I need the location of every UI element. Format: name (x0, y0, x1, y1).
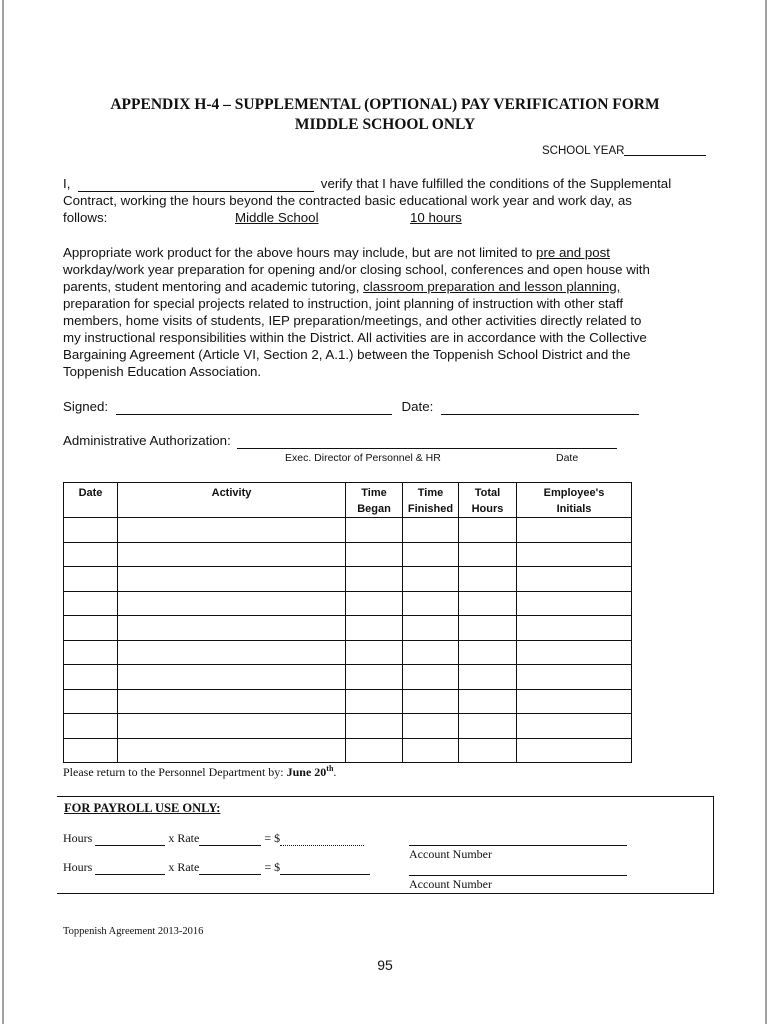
table-cell[interactable] (346, 714, 403, 739)
school-type: Middle School (235, 210, 319, 225)
table-cell[interactable] (459, 689, 517, 714)
table-row (64, 567, 632, 592)
payroll-row-1 (63, 831, 364, 846)
table-cell[interactable] (64, 738, 118, 763)
verify-prefix: I, (63, 176, 71, 191)
payroll-row-2 (63, 860, 370, 875)
verify-line-2: Contract, working the hours beyond the contracted basic educational work year and work day, as (63, 193, 632, 208)
return-deadline: June 20 (286, 765, 327, 779)
table-cell[interactable] (459, 591, 517, 616)
table-cell[interactable] (459, 640, 517, 665)
table-cell[interactable] (118, 640, 346, 665)
form-title: APPENDIX H-4 – SUPPLEMENTAL (OPTIONAL) PAY VERIFICATION FORM (110, 96, 660, 113)
account-number-label: Account Number (409, 847, 492, 861)
paragraph-text: parents, student mentoring and academic tutoring, (63, 279, 364, 294)
paragraph-underlined: pre and post (536, 245, 610, 260)
table-cell[interactable] (64, 689, 118, 714)
col-header-date: Date (64, 483, 118, 518)
paragraph-text: Appropriate work product for the above hours may include, but are not limited to (63, 245, 537, 260)
table-cell[interactable] (118, 714, 346, 739)
table-header-row (64, 483, 632, 518)
amount-blank[interactable] (280, 833, 364, 846)
table-cell[interactable] (64, 591, 118, 616)
table-cell[interactable] (118, 542, 346, 567)
table-cell[interactable] (64, 542, 118, 567)
col-header-activity: Activity (118, 483, 346, 518)
admin-authorization-line (63, 432, 617, 449)
table-cell[interactable] (517, 518, 632, 543)
page-edge-left (2, 0, 4, 1024)
table-cell[interactable] (517, 689, 632, 714)
table-cell[interactable] (517, 567, 632, 592)
date-label: Date: (401, 399, 434, 414)
table-cell[interactable] (346, 567, 403, 592)
table-cell[interactable] (346, 689, 403, 714)
table-row (64, 518, 632, 543)
hours-blank[interactable] (95, 833, 165, 846)
signed-label: Signed: (63, 399, 109, 414)
admin-signature-blank[interactable] (237, 434, 617, 449)
rate-label: x Rate (168, 860, 200, 874)
table-cell[interactable] (403, 665, 459, 690)
payroll-box (57, 796, 714, 894)
col-header-initials: Employee's Initials (517, 483, 632, 518)
rate-label: x Rate (168, 831, 200, 845)
table-row (64, 542, 632, 567)
table-cell[interactable] (459, 616, 517, 641)
verify-text-1: verify that I have fulfilled the conditions of the Supplemental (320, 176, 672, 191)
hours-label: Hours (63, 831, 93, 845)
school-year-field (542, 145, 706, 157)
table-cell[interactable] (64, 567, 118, 592)
return-end: . (333, 765, 337, 779)
table-cell[interactable] (517, 665, 632, 690)
hours-value: 10 hours (410, 210, 462, 225)
table-cell[interactable] (64, 714, 118, 739)
table-cell[interactable] (403, 616, 459, 641)
col-header-time-finished: Time Finished (403, 483, 459, 518)
account-number-label: Account Number (409, 877, 492, 891)
table-cell[interactable] (517, 542, 632, 567)
table-row (64, 738, 632, 763)
table-cell[interactable] (517, 640, 632, 665)
table-cell[interactable] (118, 665, 346, 690)
table-cell[interactable] (459, 567, 517, 592)
table-row (64, 616, 632, 641)
table-cell[interactable] (118, 689, 346, 714)
table-cell[interactable] (517, 616, 632, 641)
table-cell[interactable] (118, 616, 346, 641)
equals-label: = $ (264, 860, 281, 874)
table-cell[interactable] (64, 665, 118, 690)
table-cell[interactable] (403, 542, 459, 567)
hours-blank[interactable] (95, 862, 165, 875)
col-header-time-began: Time Began (346, 483, 403, 518)
amount-blank[interactable] (280, 862, 370, 875)
table-cell[interactable] (64, 640, 118, 665)
hours-label: Hours (63, 860, 93, 874)
school-year-blank[interactable] (624, 155, 706, 156)
paragraph-line: members, home visits of students, IEP preparation/meetings, and other activities directly related to (63, 313, 642, 328)
table-row (64, 689, 632, 714)
paragraph-line: workday/work year preparation for opening and/or closing school, conferences and open house with (63, 262, 650, 277)
page-number: 95 (377, 957, 393, 973)
table-cell[interactable] (403, 640, 459, 665)
table-cell[interactable] (346, 591, 403, 616)
table-cell[interactable] (118, 738, 346, 763)
table-cell[interactable] (118, 567, 346, 592)
table-cell[interactable] (64, 616, 118, 641)
table-row (64, 591, 632, 616)
equals-label: = $ (264, 831, 281, 845)
table-cell[interactable] (459, 518, 517, 543)
table-cell[interactable] (459, 714, 517, 739)
table-row (64, 714, 632, 739)
table-cell[interactable] (346, 542, 403, 567)
admin-date-label: Date (556, 452, 579, 464)
table-cell[interactable] (403, 689, 459, 714)
table-cell[interactable] (459, 542, 517, 567)
table-cell[interactable] (346, 616, 403, 641)
paragraph-line (63, 278, 703, 295)
description-paragraph (63, 244, 703, 380)
signature-date-blank[interactable] (441, 400, 639, 415)
signature-line (63, 398, 639, 415)
table-cell[interactable] (403, 567, 459, 592)
table-cell[interactable] (459, 665, 517, 690)
table-cell[interactable] (346, 738, 403, 763)
table-cell[interactable] (64, 518, 118, 543)
rate-blank[interactable] (199, 862, 261, 875)
paragraph-underlined: classroom preparation and lesson planning, (363, 279, 621, 294)
table-row (64, 665, 632, 690)
verify-line-3 (63, 209, 462, 226)
paragraph-line: my instructional responsibilities within the District. All activities are in accordance with the Collective (63, 330, 647, 345)
school-year-label: SCHOOL YEAR (542, 145, 625, 157)
return-deadline-suffix: th (326, 764, 334, 773)
table-cell[interactable] (517, 738, 632, 763)
table-cell[interactable] (403, 714, 459, 739)
table-cell[interactable] (346, 640, 403, 665)
return-text: Please return to the Personnel Department by: (63, 765, 287, 779)
verify-line-1 (63, 175, 671, 192)
table-cell[interactable] (403, 518, 459, 543)
col-header-total-hours: Total Hours (459, 483, 517, 518)
table-cell[interactable] (118, 518, 346, 543)
table-cell[interactable] (517, 714, 632, 739)
table-cell[interactable] (517, 591, 632, 616)
return-instruction (63, 764, 336, 780)
follows-label: follows: (63, 210, 108, 225)
employee-name-blank[interactable] (78, 177, 314, 192)
paragraph-line: Bargaining Agreement (Article VI, Section 2, A.1.) between the Toppenish School District and the (63, 347, 631, 362)
activity-log-table (63, 482, 632, 763)
admin-label: Administrative Authorization: (63, 433, 231, 448)
paragraph-line: preparation for special projects related to instruction, joint planning of instruction with other staff (63, 296, 624, 311)
table-body (64, 518, 632, 763)
paragraph-line: Toppenish Education Association. (63, 364, 262, 379)
table-cell[interactable] (403, 738, 459, 763)
exec-director-label: Exec. Director of Personnel & HR (285, 452, 441, 464)
paragraph-line (63, 244, 703, 261)
table-cell[interactable] (118, 591, 346, 616)
table-cell[interactable] (346, 518, 403, 543)
signature-blank[interactable] (116, 400, 392, 415)
payroll-label: FOR PAYROLL USE ONLY: (64, 801, 221, 815)
page-edge-right (765, 0, 767, 1024)
account-number-blank[interactable] (409, 833, 627, 846)
footer-agreement: Toppenish Agreement 2013-2016 (63, 926, 204, 937)
form-subtitle: MIDDLE SCHOOL ONLY (294, 116, 476, 133)
table-row (64, 640, 632, 665)
table-cell[interactable] (403, 591, 459, 616)
table-cell[interactable] (346, 665, 403, 690)
account-number-blank[interactable] (409, 863, 627, 876)
rate-blank[interactable] (199, 833, 261, 846)
table-cell[interactable] (459, 738, 517, 763)
